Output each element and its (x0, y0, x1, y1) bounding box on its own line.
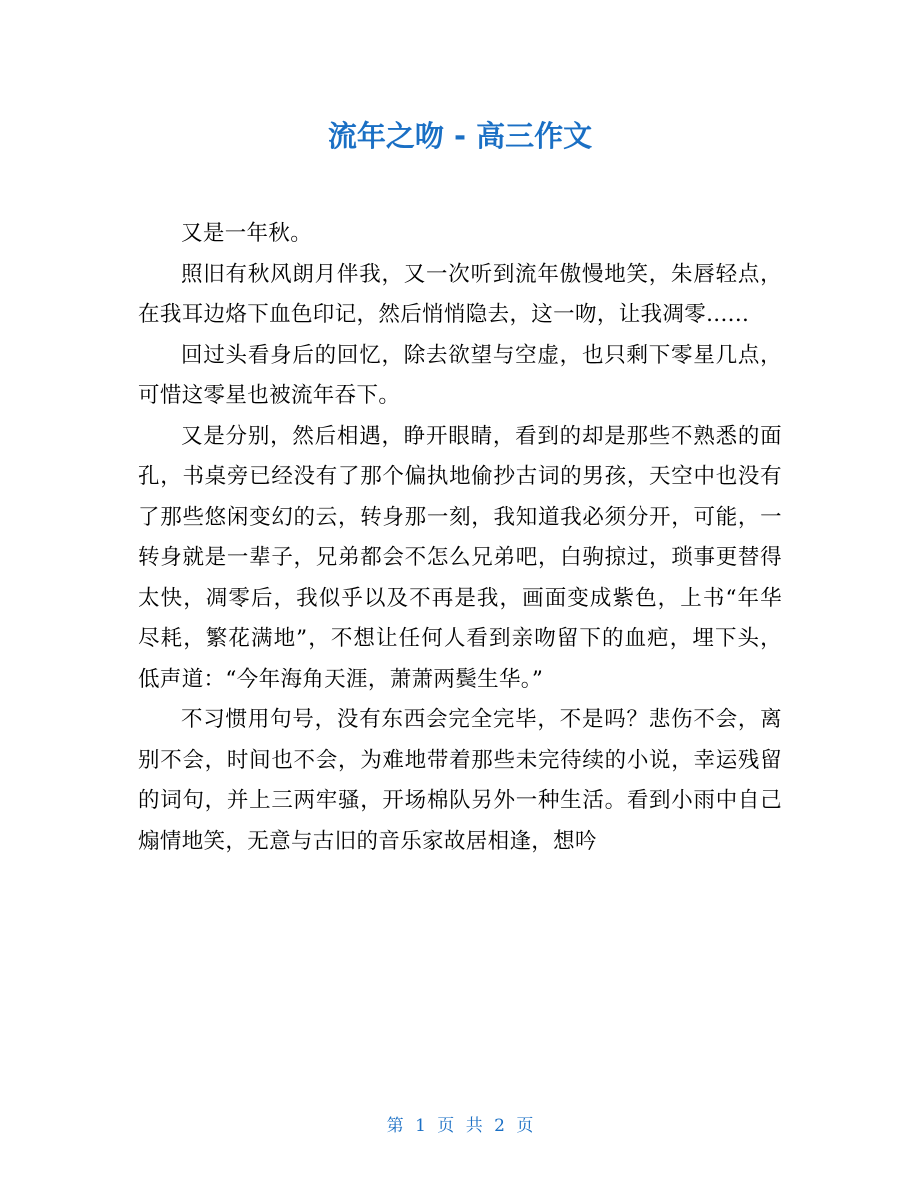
document-title: 流年之吻 - 高三作文 (327, 119, 593, 153)
paragraph-2: 照旧有秋风朗月伴我，又一次听到流年傲慢地笑，朱唇轻点，在我耳边烙下血色印记，然后悄悄隐去，这一吻，让我凋零...... (138, 261, 782, 327)
paragraph-5: 不习惯用句号，没有东西会完全完毕，不是吗？悲伤不会，离别不会，时间也不会，为难地带着那些未完待续的小说，幸运残留的词句，并上三两牢骚，开场棉队另外一种生活。看到小雨中自己煽情地笑，无意与古旧的音乐家故居相逢，想吟 (138, 707, 782, 854)
page-number-footer: 第 1 页 共 2 页 (386, 1116, 534, 1136)
paragraph-3: 回过头看身后的回忆，除去欲望与空虚，也只剩下零星几点，可惜这零星也被流年吞下。 (138, 342, 782, 408)
paragraph-1: 又是一年秋。 (181, 221, 313, 246)
paragraph-4: 又是分别，然后相遇，睁开眼睛，看到的却是那些不熟悉的面孔，书桌旁已经没有了那个偏执地偷抄古词的男孩，天空中也没有了那些悠闲变幻的云，转身那一刻，我知道我必须分开，可能，一转身就是一辈子，兄弟都会不怎么兄弟吧，白驹掠过，琐事更替得太快，凋零后，我似乎以及不再是我，画面变成紫色，上书“年华尽耗，繁花满地”，不想让任何人看到亲吻留下的血疤，埋下头，低声道：“今年海角天涯，萧萧两鬓生华。” (138, 423, 782, 692)
document-body (138, 214, 782, 862)
